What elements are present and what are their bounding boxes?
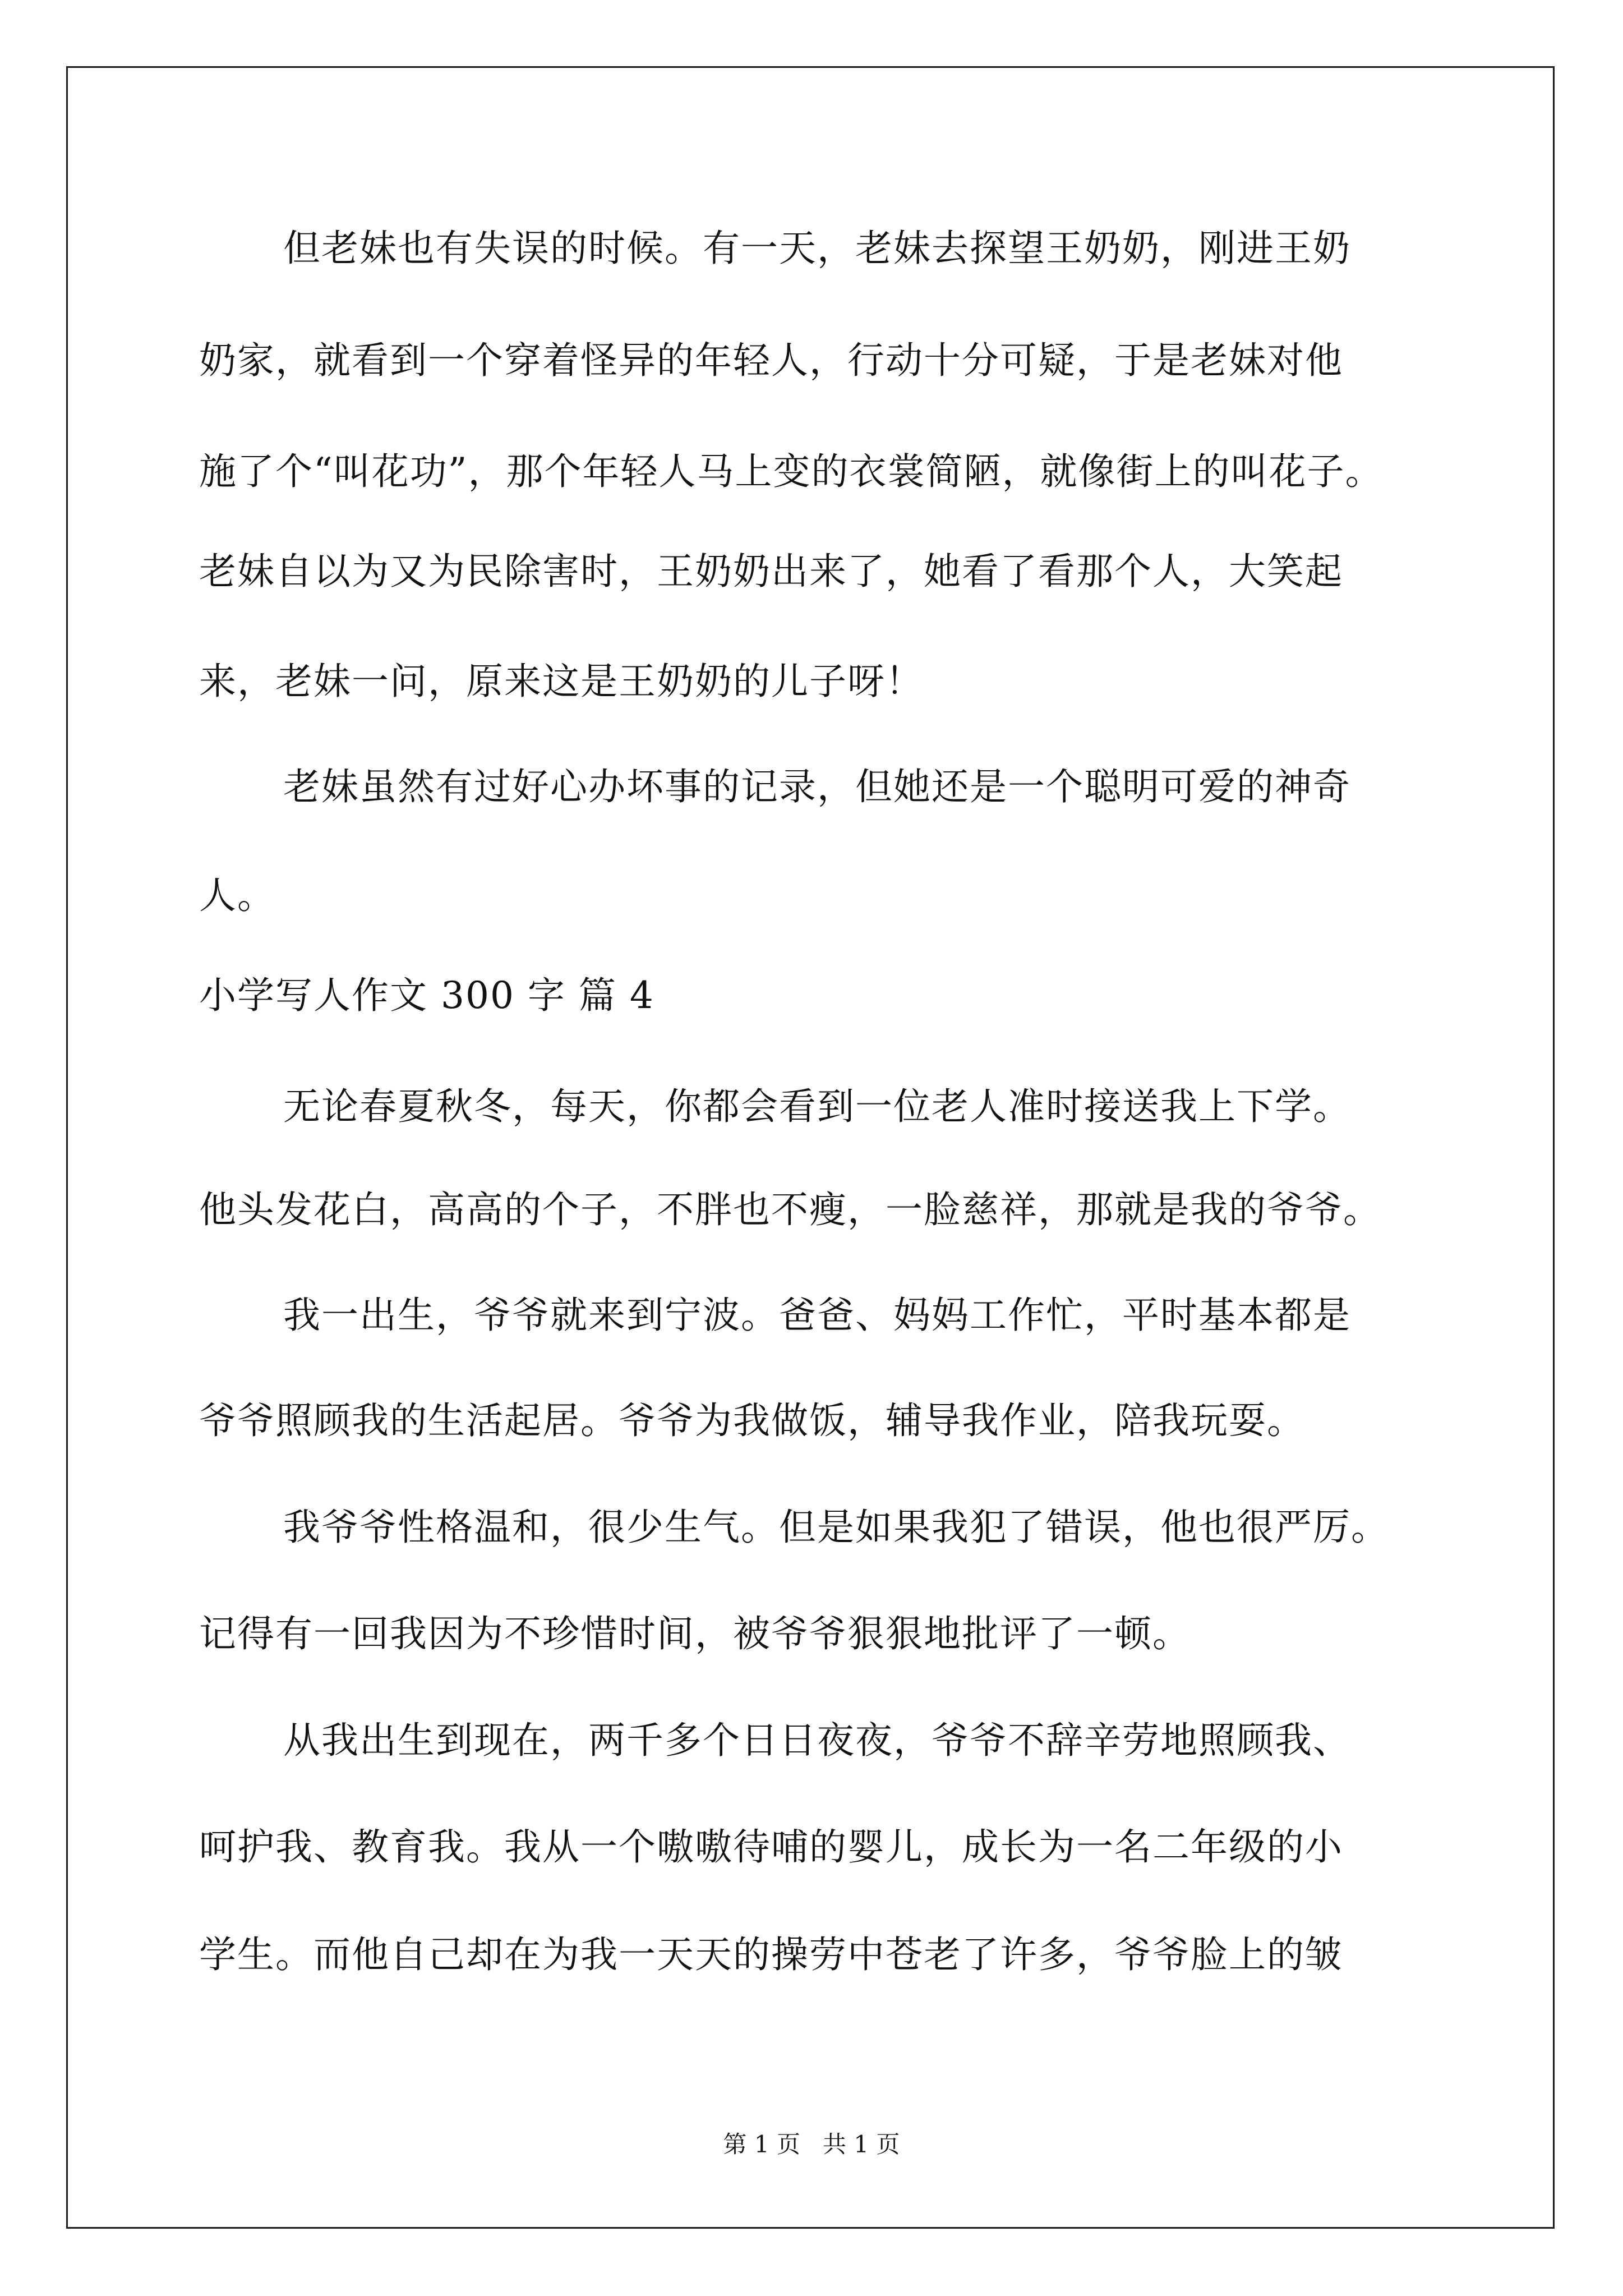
paragraph-line: 人。 — [199, 874, 275, 917]
paragraph-line: 但老妹也有失误的时候。有一天，老妹去探望王奶奶，刚进王奶 — [283, 227, 1351, 270]
paragraph-line: 来，老妹一问，原来这是王奶奶的儿子呀！ — [199, 660, 924, 703]
page-footer: 第 1 页 共 1 页 — [723, 2131, 900, 2158]
paragraph-line: 老妹自以为又为民除害时，王奶奶出来了，她看了看那个人，大笑起 — [199, 550, 1343, 593]
paragraph-line: 爷爷照顾我的生活起居。爷爷为我做饭，辅导我作业，陪我玩耍。 — [199, 1399, 1305, 1442]
paragraph-line: 记得有一回我因为不珍惜时间，被爷爷狠狠地批评了一顿。 — [199, 1612, 1191, 1655]
paragraph-line: 学生。而他自己却在为我一天天的操劳中苍老了许多，爷爷脸上的皱 — [199, 1933, 1343, 1976]
paragraph-line: 呵护我、教育我。我从一个嗷嗷待哺的婴儿，成长为一名二年级的小 — [199, 1825, 1343, 1869]
paragraph-line: 我爷爷性格温和，很少生气。但是如果我犯了错误，他也很严厉。 — [283, 1506, 1389, 1549]
section-heading: 小学写人作文 300 字 篇 4 — [199, 974, 654, 1017]
page-border — [66, 66, 1555, 2229]
paragraph-line: 老妹虽然有过好心办坏事的记录，但她还是一个聪明可爱的神奇 — [283, 765, 1351, 808]
paragraph-line: 他头发花白，高高的个子，不胖也不瘦，一脸慈祥，那就是我的爷爷。 — [199, 1188, 1381, 1231]
paragraph-line: 从我出生到现在，两千多个日日夜夜，爷爷不辞辛劳地照顾我、 — [283, 1719, 1351, 1762]
paragraph-line: 施了个“叫花功”，那个年轻人马上变的衣裳简陋，就像街上的叫花子。 — [199, 450, 1384, 493]
paragraph-line: 我一出生，爷爷就来到宁波。爸爸、妈妈工作忙，平时基本都是 — [283, 1294, 1351, 1337]
paragraph-line: 无论春夏秋冬，每天，你都会看到一位老人准时接送我上下学。 — [283, 1085, 1351, 1128]
paragraph-line: 奶家，就看到一个穿着怪异的年轻人，行动十分可疑，于是老妹对他 — [199, 339, 1343, 382]
